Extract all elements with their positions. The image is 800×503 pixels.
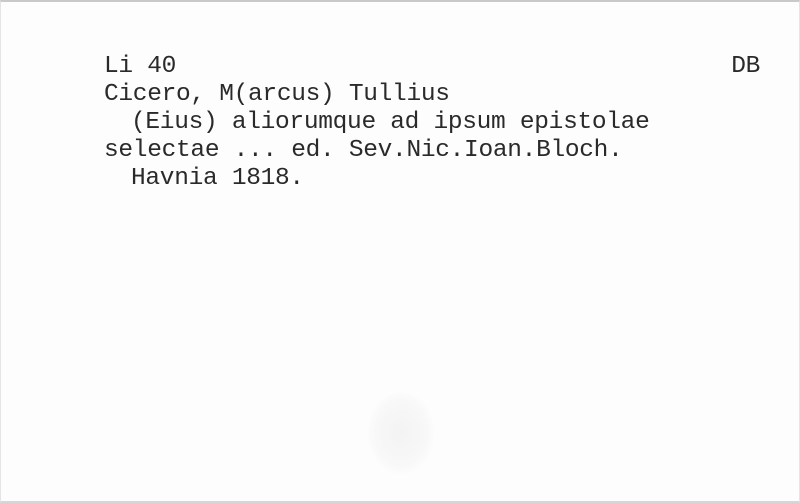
imprint: Havnia 1818. [131,165,304,192]
collection-code: DB [731,53,760,80]
punch-hole [368,392,434,474]
shelfmark: Li 40 [104,53,177,80]
title-line-1: (Eius) aliorumque ad ipsum epistolae [131,109,650,136]
author-heading: Cicero, M(arcus) Tullius [104,81,450,108]
title-line-2: selectae ... ed. Sev.Nic.Ioan.Bloch. [104,137,623,164]
